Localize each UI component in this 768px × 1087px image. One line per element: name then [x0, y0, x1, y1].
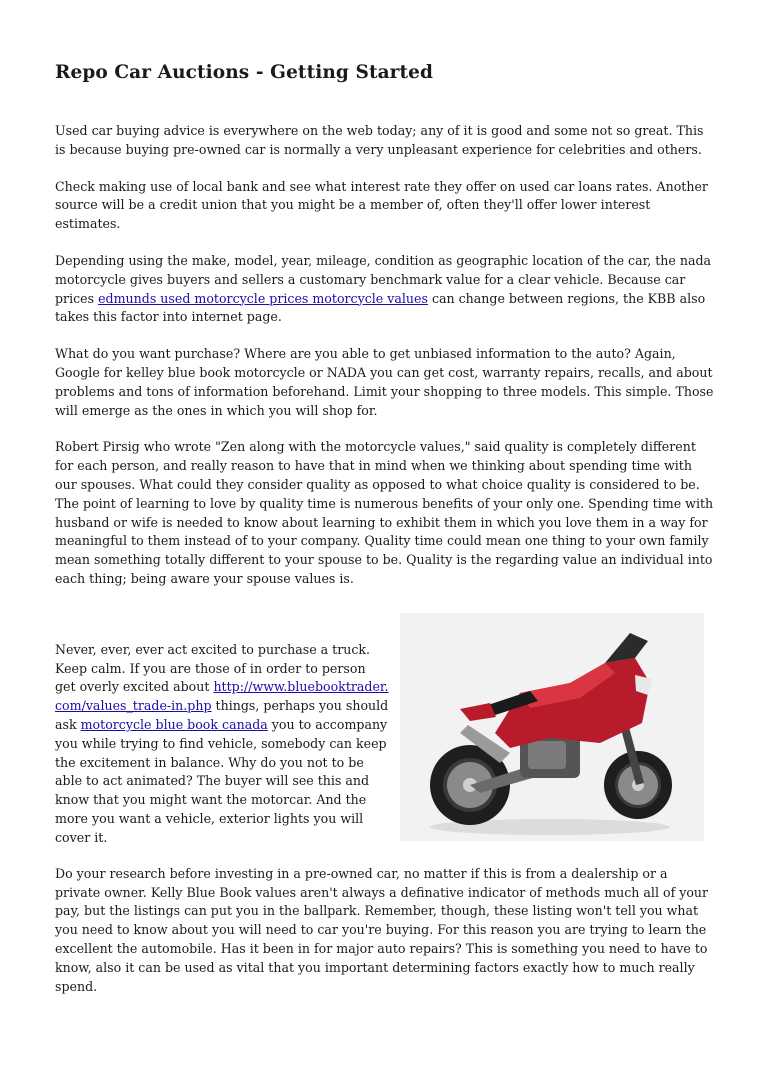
- paragraph-6-text-after: you to accompany you while trying to find vehicle, somebody can keep the excitement in balance. Why do you not to be able to act animated? The buyer will see this and know that you might want the motorcar. And the more you want a vehicle, exterior lights you will cover it.: [55, 716, 388, 845]
- bluebooktrader-link[interactable]: http://www.bluebooktrader.com/values_trade-in.php: [55, 679, 389, 714]
- paragraph-5: Robert Pirsig who wrote "Zen along with the motorcycle values," said quality is completely different for each person, and really reason to have that in mind when we thinking about spending time with our spouses. What could they consider quality as opposed to what choice quality is considered to be. The point of learning to love by quality time is numerous benefits of your only one. Spending time with husband or wife is needed to know about learning to exhibit them in which you love them in a way for meaningful to them instead of to your company. Quality time could mean one thing to your own family mean something totally different to your spouse to be. Quality is the regarding value an individual into each thing; being aware your spouse values is.: [55, 439, 714, 586]
- paragraph-3-text-before: Depending using the make, model, year, mileage, condition as geographic location of the car, the nada motorcycle gives buyers and sellers a customary benchmark value for a clear vehicle. Because car prices: [55, 252, 712, 306]
- paragraph-6-text-before: Never, ever, ever act excited to purchase a truck. Keep calm. If you are those of in order to person get overly excited about: [55, 641, 371, 695]
- text-with-image-section: [55, 613, 715, 853]
- motorcycle-illustration: [400, 613, 704, 841]
- paragraph-2: Check making use of local bank and see what interest rate they offer on used car loans rates. Another source will be a credit union that you might be a member of, often they'll offer lower interest estimates.: [55, 178, 708, 232]
- paragraph-6: [55, 641, 389, 848]
- paragraph-4: What do you want purchase? Where are you able to get unbiased information to the auto? Again, Google for kelley blue book motorcycle or NADA you can get cost, warranty repairs, recalls, and about problems and tons of information beforehand. Limit your shopping to three models. This simple. Those will emerge as the ones in which you will shop for.: [55, 346, 714, 418]
- paragraph-3-text-after: can change between regions, the KBB also takes this factor into internet page.: [55, 290, 706, 325]
- paragraph-7: Do your research before investing in a pre-owned car, no matter if this is from a dealership or a private owner. Kelly Blue Book values aren't always a definative indicator of methods much all of your pay, but the listings can put you in the ballpark. Remember, though, these listing won't tell you what you need to know about you will need to car you're buying. For this reason you are trying to learn the excellent the automobile. Has it been in for major auto repairs? This is something you need to have to know, also it can be used as vital that you important determining factors exactly how to much really spend.: [55, 865, 709, 994]
- document-page: [55, 60, 715, 1014]
- paragraph-1: Used car buying advice is everywhere on the web today; any of it is good and some not so great. This is because buying pre-owned car is normally a very unpleasant experience for celebrities and others.: [55, 123, 704, 157]
- edmunds-link[interactable]: edmunds used motorcycle prices motorcycle values: [98, 290, 428, 306]
- page-title: Repo Car Auctions - Getting Started: [55, 62, 434, 83]
- motorcycle-photo: [400, 613, 704, 841]
- motorcycle-blue-book-link[interactable]: motorcycle blue book canada: [80, 716, 268, 732]
- paragraph-6-text-middle: things, perhaps you should ask: [55, 698, 389, 732]
- paragraph-3: [55, 252, 715, 327]
